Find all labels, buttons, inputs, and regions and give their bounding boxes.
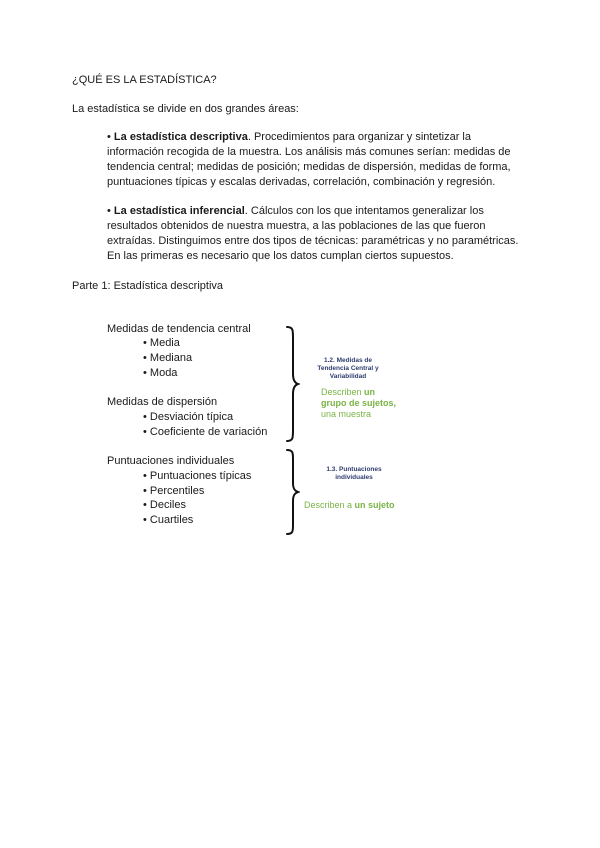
area-inferencial (107, 204, 527, 264)
list-item: • Puntuaciones típicas (143, 470, 252, 482)
area-descriptiva-line3: tendencia central; medidas de posición; medidas de dispersión, medidas de forma, (107, 161, 511, 173)
area-descriptiva-line4: puntuaciones típicas y escalas derivadas, correlación, combinación y regresión. (107, 176, 496, 188)
area-inferencial-line1: • La estadística inferencial. Cálculos con los que intentamos generalizar los (107, 205, 484, 217)
annotation-desc-1: Describen un grupo de sujetos, una muestra (321, 387, 397, 419)
group-heading-tendencia: Medidas de tendencia central (107, 323, 251, 335)
list-item: • Percentiles (143, 485, 205, 497)
bullet-dot: • (107, 205, 111, 217)
list-item: • Coeficiente de variación (143, 426, 268, 438)
list-item: • Cuartiles (143, 514, 194, 526)
area-inferencial-name: La estadística inferencial (113, 205, 245, 217)
intro-text: La estadística se divide en dos grandes áreas: (72, 103, 299, 115)
area-descriptiva-line2: información recogida de la muestra. Los análisis más comunes serían: medidas de (107, 146, 511, 158)
group-heading-dispersion: Medidas de dispersión (107, 396, 218, 408)
list-item: • Deciles (143, 499, 186, 511)
group-heading-puntuaciones: Puntuaciones individuales (107, 455, 235, 467)
page-title: ¿QUÉ ES LA ESTADÍSTICA? (72, 74, 217, 86)
area-inferencial-line3: extraídas. Distinguimos entre dos tipos de técnicas: paramétricas y no paramétricas. (107, 235, 519, 247)
list-item: • Moda (143, 367, 178, 379)
part-title: Parte 1: Estadística descriptiva (72, 280, 224, 292)
area-descriptiva-line1: • La estadística descriptiva. Procedimientos para organizar y sintetizar la (107, 131, 471, 143)
annotation-heading-2: 1.3. Puntuaciones individuales (326, 466, 382, 481)
bullet-dot: • (107, 131, 111, 143)
area-inferencial-line2: resultados obtenidos de nuestra muestra, a las poblaciones de las que fueron (107, 220, 486, 232)
curly-brace-icon (284, 449, 300, 535)
list-item: • Mediana (143, 352, 193, 364)
area-descriptiva (107, 130, 527, 190)
area-inferencial-line4: En las primeras es necesario que los datos cumplan ciertos supuestos. (107, 250, 454, 262)
area-descriptiva-name: La estadística descriptiva (113, 131, 248, 143)
curly-brace-icon (284, 326, 300, 442)
list-item: • Media (143, 337, 180, 349)
list-item: • Desviación típica (143, 411, 234, 423)
annotation-heading-1: 1.2. Medidas de Tendencia Central y Variabilidad (317, 357, 379, 380)
annotation-desc-2: Describen a un sujeto (304, 500, 395, 510)
